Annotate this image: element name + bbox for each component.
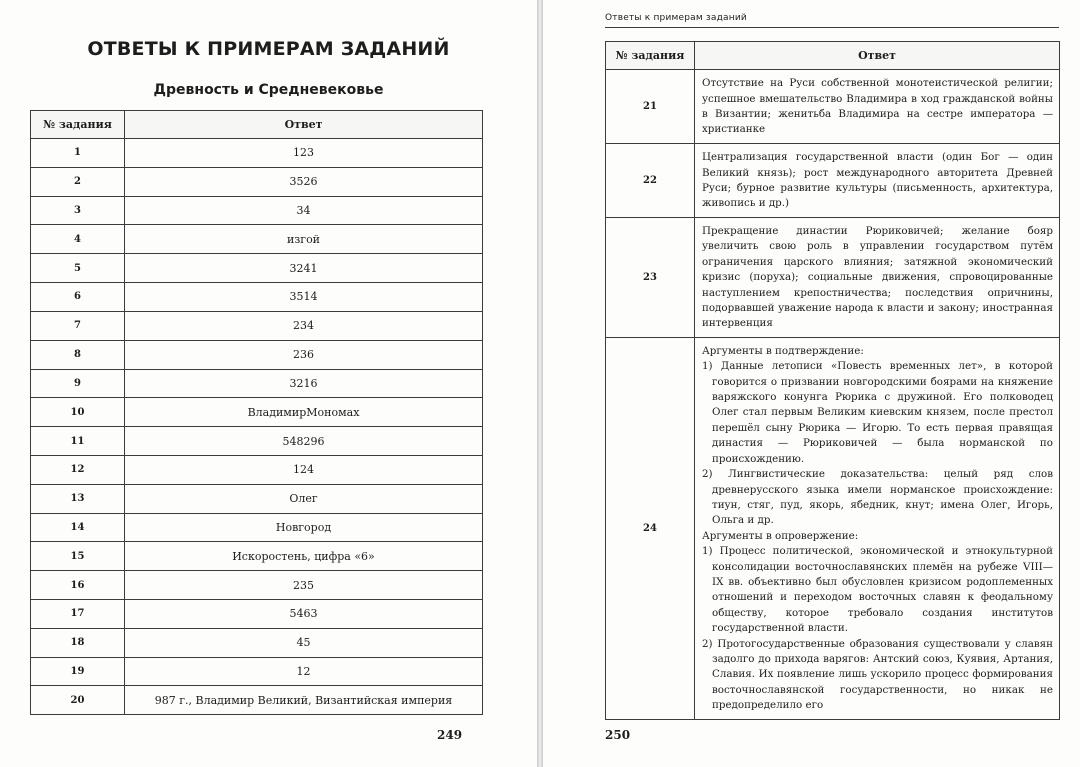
answers-table-left — [30, 110, 483, 715]
task-answer: Отсутствие на Руси собственной монотеистической религии; успешное вмешательство Владимира в ход гражданской войны в Византии; женитьба Владимира на сестре императора — христианке — [695, 70, 1060, 144]
task-answer: 3526 — [125, 167, 483, 196]
table-row — [31, 283, 483, 312]
task-number: 5 — [31, 254, 125, 283]
task-answer — [695, 337, 1060, 719]
table-row — [31, 542, 483, 571]
task-answer: Искоростень, цифра «6» — [125, 542, 483, 571]
table-row — [31, 225, 483, 254]
answers-table-right — [605, 41, 1060, 720]
task-number: 3 — [31, 196, 125, 225]
arguments-for-heading: Аргументы в подтверждение: — [702, 344, 864, 357]
task-number: 16 — [31, 571, 125, 600]
argument-for-2: 2) Лингвистические доказательства: целый ряд слов древнерусского языка имели норманское происхождение: тиун, стяг, пуд, якорь, ябедник, кнут; имена Олег, Игорь, Ольга и др. — [702, 468, 1053, 527]
section-title: Древность и Средневековье — [153, 82, 384, 98]
task-answer: изгой — [125, 225, 483, 254]
page-number: 249 — [437, 728, 463, 742]
table-row — [31, 484, 483, 513]
table-row — [31, 369, 483, 398]
task-number: 17 — [31, 600, 125, 629]
column-header-answer: Ответ — [125, 111, 483, 139]
task-number: 22 — [606, 144, 695, 218]
table-row — [31, 139, 483, 168]
table-row — [606, 218, 1060, 338]
task-answer: Централизация государственной власти (один Бог — один Великий князь); рост международного авторитета Древней Руси; бурное развитие культуры (письменность, архитектура, живопись и др.) — [695, 144, 1060, 218]
table-row — [31, 196, 483, 225]
right-page — [543, 0, 1080, 767]
task-number: 14 — [31, 513, 125, 542]
task-number: 18 — [31, 628, 125, 657]
task-number: 20 — [31, 686, 125, 715]
page-number: 250 — [605, 728, 631, 742]
table-row — [606, 144, 1060, 218]
table-header-row — [606, 42, 1060, 70]
task-answer: 987 г., Владимир Великий, Византийская империя — [125, 686, 483, 715]
table-row — [31, 600, 483, 629]
table-row — [606, 70, 1060, 144]
table-row — [606, 337, 1060, 719]
task-answer: Олег — [125, 484, 483, 513]
table-row — [31, 571, 483, 600]
task-number: 11 — [31, 427, 125, 456]
task-number: 8 — [31, 340, 125, 369]
task-number: 19 — [31, 657, 125, 686]
task-answer: 12 — [125, 657, 483, 686]
task-answer: 45 — [125, 628, 483, 657]
task-number: 13 — [31, 484, 125, 513]
task-number: 12 — [31, 455, 125, 484]
task-answer: 3241 — [125, 254, 483, 283]
task-number: 6 — [31, 283, 125, 312]
page-title: ОТВЕТЫ К ПРИМЕРАМ ЗАДАНИЙ — [87, 38, 450, 60]
argument-for-1: 1) Данные летописи «Повесть временных лет», в которой говорится о призвании новгородскими боярами на княжение варяжского конунга Рюрика с дружиной. Его полководец Олег стал первым Великим киевским князем, после престол перешёл сыну Рюрика — Игорю. То есть первая правящая династия — Рюриковичей — была норманской по происхождению. — [702, 360, 1053, 465]
table-row — [31, 311, 483, 340]
task-number: 10 — [31, 398, 125, 427]
task-answer: 34 — [125, 196, 483, 225]
table-row — [31, 427, 483, 456]
task-number: 23 — [606, 218, 695, 338]
task-answer: 124 — [125, 455, 483, 484]
task-number: 7 — [31, 311, 125, 340]
table-row — [31, 398, 483, 427]
table-row — [31, 513, 483, 542]
task-answer: Прекращение династии Рюриковичей; желание бояр увеличить свою роль в управлении государством путём ограничения царского влияния; затяжной экономический кризис (поруха); социальные движения, спровоцированные наступлением крепостничества; последствия опричнины, подорвавшей уважение народа к власти и закону; иностранная интервенция — [695, 218, 1060, 338]
task-answer: Новгород — [125, 513, 483, 542]
task-number: 24 — [606, 337, 695, 719]
table-row — [31, 167, 483, 196]
task-number: 1 — [31, 139, 125, 168]
task-answer: ВладимирМономах — [125, 398, 483, 427]
task-answer: 548296 — [125, 427, 483, 456]
running-head: Ответы к примерам заданий — [605, 13, 1059, 28]
task-answer: 234 — [125, 311, 483, 340]
table-row — [31, 340, 483, 369]
table-row — [31, 628, 483, 657]
table-row — [31, 686, 483, 715]
table-row — [31, 657, 483, 686]
column-header-number: № задания — [31, 111, 125, 139]
task-number: 4 — [31, 225, 125, 254]
task-answer: 5463 — [125, 600, 483, 629]
arguments-against-heading: Аргументы в опровержение: — [702, 529, 859, 542]
table-header-row — [31, 111, 483, 139]
task-answer: 3216 — [125, 369, 483, 398]
task-number: 21 — [606, 70, 695, 144]
task-answer: 236 — [125, 340, 483, 369]
task-number: 9 — [31, 369, 125, 398]
argument-against-2: 2) Протогосударственные образования существовали у славян задолго до прихода варягов: Антский союз, Куявия, Артания, Славия. Их появление лишь ускорило процесс формирования восточнославянской государственности, но никак не предопределило его — [702, 637, 1053, 712]
task-answer: 235 — [125, 571, 483, 600]
task-number: 15 — [31, 542, 125, 571]
task-answer: 3514 — [125, 283, 483, 312]
task-answer: 123 — [125, 139, 483, 168]
table-row — [31, 254, 483, 283]
left-page — [0, 0, 537, 767]
task-number: 2 — [31, 167, 125, 196]
argument-against-1: 1) Процесс политической, экономической и этнокультурной консолидации восточнославянских племён на рубеже VIII—IX вв. объективно был обусловлен кризисом родоплеменных отношений и переходом восточных славян к феодальному обществу, которое требовало создания институтов государственной власти. — [702, 545, 1053, 635]
column-header-answer: Ответ — [695, 42, 1060, 70]
column-header-number: № задания — [606, 42, 695, 70]
table-row — [31, 455, 483, 484]
